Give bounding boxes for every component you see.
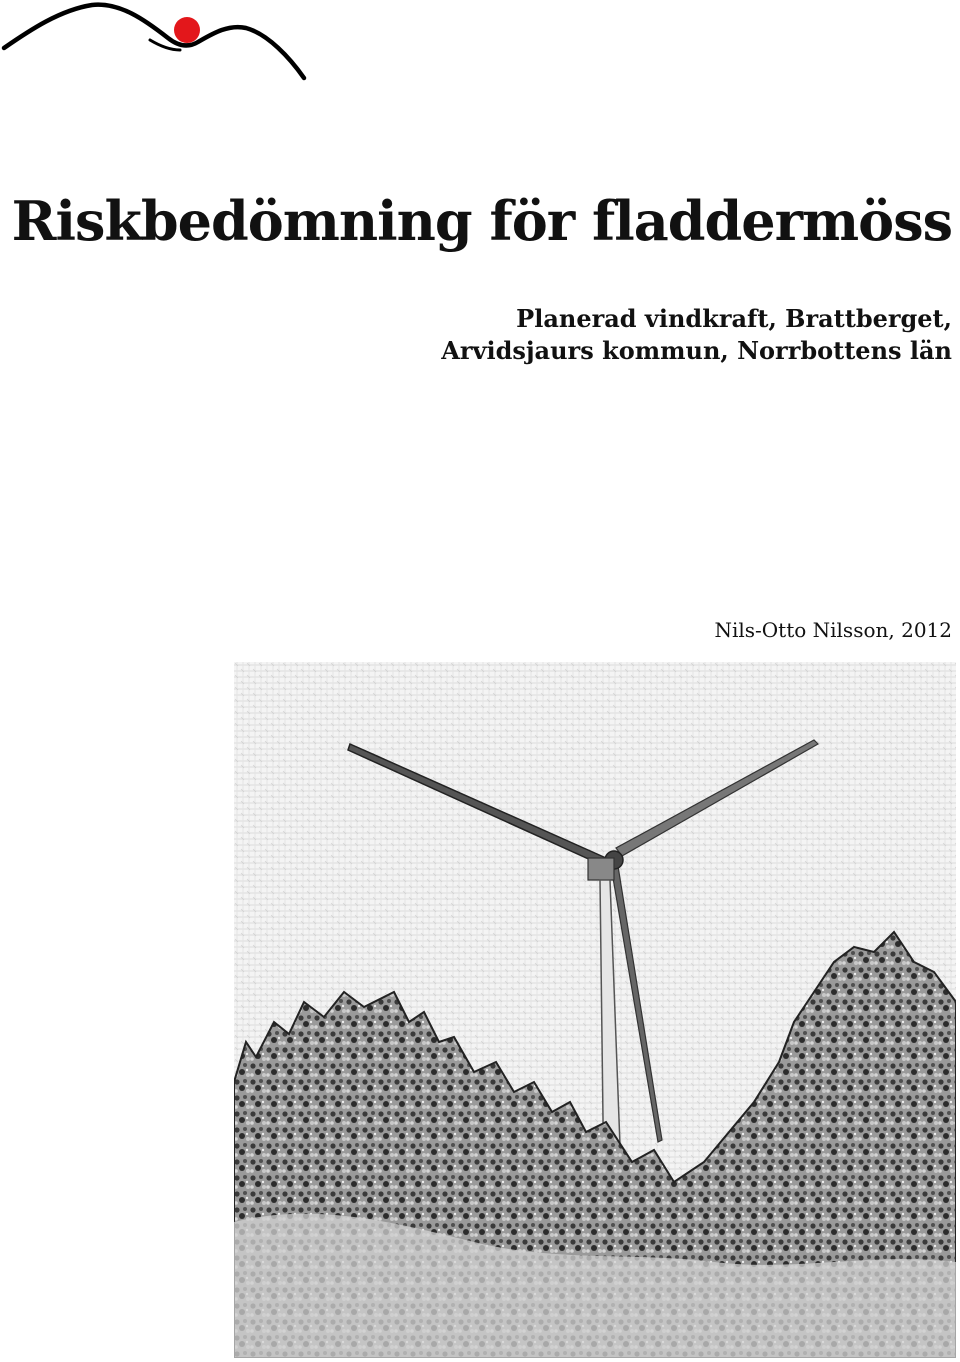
subtitle [441,303,952,367]
mountain-sun-logo-icon [0,0,310,85]
subtitle-line-2: Arvidsjaurs kommun, Norrbottens län [441,336,952,365]
page-title: Riskbedömning för fladdermöss [11,189,952,253]
logo-sun [174,17,200,43]
wind-turbine-sketch-icon [234,662,956,1358]
subtitle-line-1: Planerad vindkraft, Brattberget, [516,304,952,333]
author-line: Nils-Otto Nilsson, 2012 [714,618,952,642]
